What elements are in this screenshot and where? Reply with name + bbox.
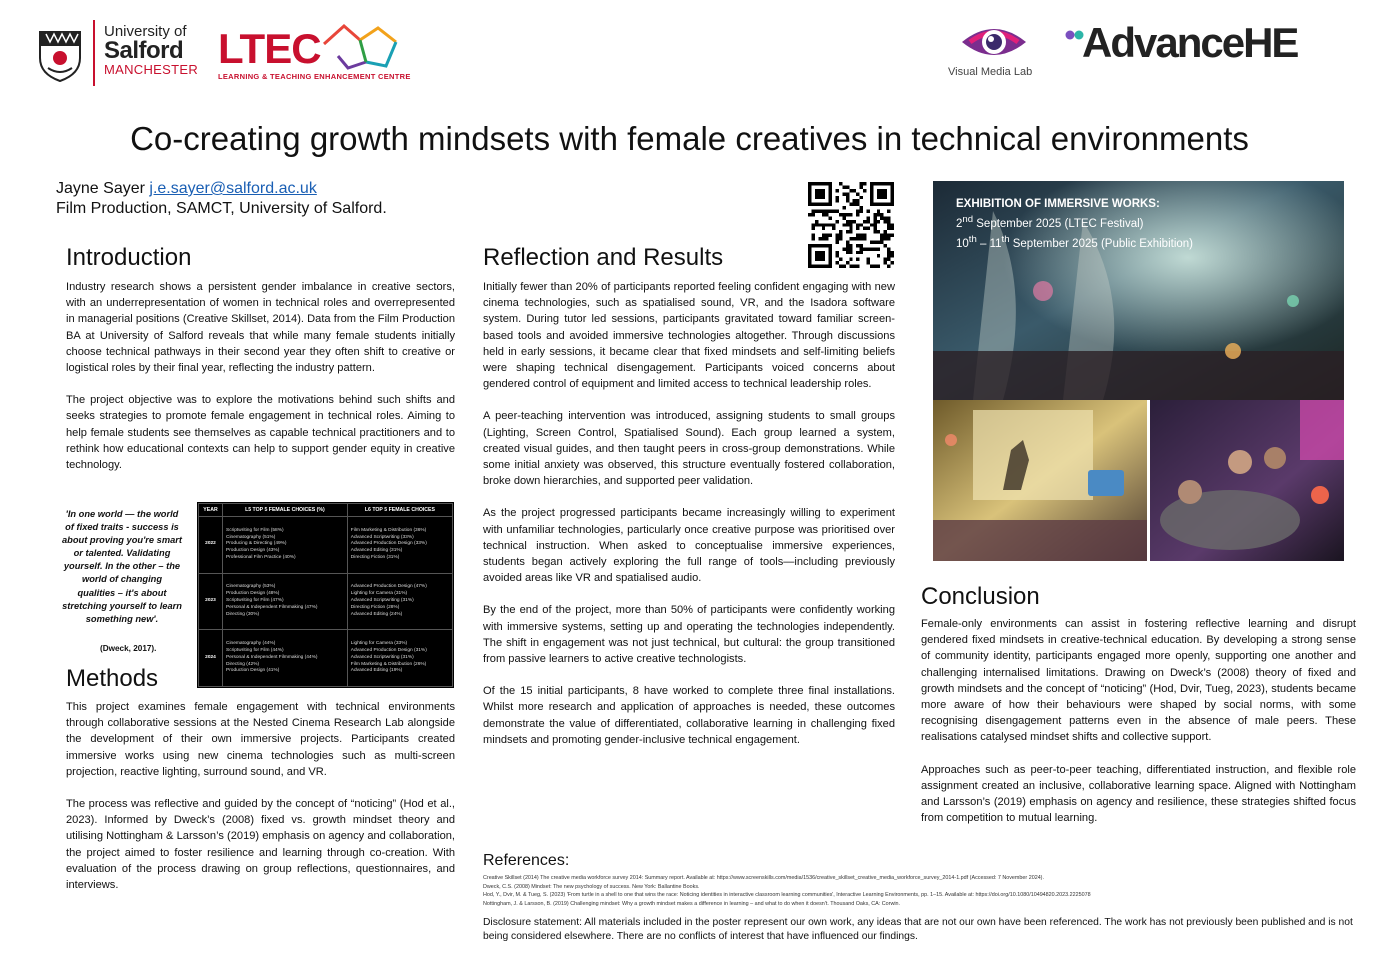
visual-media-lab-eye-icon <box>960 20 1028 64</box>
reflection-heading: Reflection and Results <box>483 244 724 271</box>
table-cell-line: Directing Fiction (28%) <box>350 604 400 610</box>
exhibition-date-2 <box>956 232 1193 252</box>
table-cell-line: Advanced Production Design (47%) <box>350 584 427 590</box>
table-cell-line: Advanced Scriptwriting (31%) <box>350 654 414 660</box>
table-cell <box>223 517 348 574</box>
table-cell <box>223 630 348 687</box>
author-name: Jayne Sayer <box>56 180 150 197</box>
table-header-cell: L5 TOP 5 FEMALE CHOICES (%) <box>223 504 348 517</box>
table-cell-line: Producing & Directing (49%) <box>226 541 287 547</box>
introduction-heading: Introduction <box>66 244 192 271</box>
table-cell-line: Advanced Editing (24%) <box>350 611 403 617</box>
table-cell <box>347 630 452 687</box>
introduction-paragraph-2: The project objective was to explore the motivations behind such shifts and seeks strategies to promote female engagement in technical roles. Aiming to help female students see themselves as capable technical practitioners and to rethink how educational contexts can help to support gender equity in creative technology. <box>66 394 455 472</box>
reference-item: Dweck, C.S. (2008) Mindset: The new psychology of success. New York: Ballantine Books. <box>483 883 700 890</box>
advance-he-logo-text: AdvanceHE <box>1082 19 1298 66</box>
table-cell-line: Lighting for Camera (33%) <box>350 641 408 647</box>
table-header-cell: L6 TOP 5 FEMALE CHOICES <box>347 504 452 517</box>
table-year-cell: 2023 <box>199 573 223 630</box>
reflection-paragraph-5: Of the 15 initial participants, 8 have worked to complete three final installations. Whilst more research and application of approaches is needed, these outcomes demonstrate the value of differentiated, collaborative learning in challenging fixed mindsets and promoting gender-inclusive technical engagement. <box>483 685 895 746</box>
table-row <box>199 517 453 574</box>
uni-line2: Salford <box>104 37 184 64</box>
table-cell-line: Film Marketing & Distribution (36%) <box>350 527 427 533</box>
reflection-paragraph-2: A peer-teaching intervention was introduced, assigning students to small groups (Lighting, Screen Control, Spatialised Sound). Each group learned a system, created visual guides, and then taught peers in cross-group demonstrations. While some initial anxiety was observed, this structure eventually fostered collaboration, broke down hierarchies, and supported peer validation. <box>483 410 895 488</box>
ltec-subtitle: LEARNING & TEACHING ENHANCEMENT CENTRE <box>218 72 411 81</box>
reflection-body <box>483 279 895 764</box>
conclusion-heading: Conclusion <box>921 583 1040 610</box>
quote-citation: (Dweck, 2017). <box>100 644 157 653</box>
author-block <box>56 179 387 219</box>
disclosure-statement: Disclosure statement: All materials included in the poster represent our own work, any ideas that are not our own have been referenced. The work has not previously been published and is not being considered elsewhere. There are no conflicts of interest that have influenced our findings. <box>483 917 1353 942</box>
table-year-cell: 2022 <box>199 517 223 574</box>
reference-item: Nottingham, J. & Larsson, B. (2019) Challenging mindset: Why a growth mindset makes a difference in learning – and what to do when it doesn't. Thousand Oaks, CA: Corwin. <box>483 900 901 907</box>
ltec-book-icon <box>308 22 400 74</box>
date-detail: September 2025 (LTEC Festival) <box>973 217 1144 230</box>
table-cell-line: Personal & Independent Filmmaking (44%) <box>226 654 318 660</box>
table-cell-line: Personal & Independent Filmmaking (47%) <box>226 604 318 610</box>
conclusion-paragraph-1: Female-only environments can assist in fostering reflective learning and disrupt gendered fixed mindsets in creative-technical education. By developing a strong sense of community identity, participants engaged more openly, supporting one another and challenging internalised limitations. Drawing on Dweck’s (2008) theory of fixed and growth mindsets and the concept of “noticing” (Hod, Dvir, Tueg, 2023), students became more aware of how their behaviours were shaped by social norms, with some recognising disengagement patterns even in the absence of male peers. These realisations catalysed mindset shifts and collective support. <box>921 618 1356 744</box>
date-day: 2 <box>956 217 963 230</box>
reflection-paragraph-4: By the end of the project, more than 50% of participants were confidently working with immersive systems, setting up and operating the technologies independently. The shift in engagement was not just technical, but cultural: the group transitioned from passive learners to active creative technologists. <box>483 604 895 666</box>
table-cell-line: Lighting for Camera (31%) <box>350 591 408 597</box>
exhibition-overlay <box>956 196 1193 252</box>
dweck-quote: 'In one world — the world of fixed traits - success is about proving you're smart or talented. Validating yourself. In the other – the world of changing qualities – it's about stretching yourself to learn something new'. <box>62 509 182 624</box>
reference-item: Creative Skillset (2014) The creative media workforce survey 2014: Summary report. Available at: https://www.screenskills.com/media/1536/creative_skillset_creative_media_workforce_survey_2014-1.pdf (Accessed: 7 November 2024). <box>483 875 1044 881</box>
table-cell-line: Film Marketing & Distribution (26%) <box>350 661 427 667</box>
table-header-cell: YEAR <box>199 504 223 517</box>
table-cell-line: Scriptwriting for Film (47%) <box>226 598 284 604</box>
date-day: 10 <box>956 237 969 250</box>
table-row <box>199 630 453 687</box>
table-cell-line: Cinematography (44%) <box>226 641 276 647</box>
table-cell-line: Scriptwriting for Film (58%) <box>226 527 284 533</box>
table-row <box>199 573 453 630</box>
methods-paragraph-2: The process was reflective and guided by the concept of “noticing” (Hod et al., 2023). Informed by Dweck’s (2008) fixed vs. growth mindset theory and utilising Nottingham & Larsson’s (2019) emphasis on agency and collaboration, the project aimed to foster resilience and learning through co-creation. With evaluation of the process drawing on group reflections, questionnaires, and interviews. <box>66 798 455 892</box>
table-cell-line: Production Design (43%) <box>226 548 280 554</box>
methods-heading: Methods <box>66 665 159 692</box>
date-suffix: nd <box>962 214 974 225</box>
table-cell <box>223 573 348 630</box>
introduction-paragraph-1: Industry research shows a persistent gender imbalance in creative sectors, with an underrepresentation of women in technical roles and overrepresented in managerial positions (Creative Skillset, 2014). Data from the Film Production BA at University of Salford reveals that while many female students initially choose technical pathways in their second year they often shift to creative or logistical roles by their final year, reflecting the industry pattern. <box>66 281 455 375</box>
table-cell-line: Advanced Editing (31%) <box>350 548 403 554</box>
poster-title: Co-creating growth mindsets with female creatives in technical environments <box>130 120 1249 157</box>
female-choices-table <box>197 502 454 688</box>
table-year-cell: 2024 <box>199 630 223 687</box>
table-cell-line: Advanced Production Design (31%) <box>350 647 427 653</box>
author-email-link[interactable]: j.e.sayer@salford.ac.uk <box>149 180 317 197</box>
table-cell-line: Cinematography (53%) <box>226 584 276 590</box>
table-cell <box>347 573 452 630</box>
date-suffix: th <box>968 233 977 245</box>
university-wordmark <box>104 23 199 77</box>
conclusion-body <box>921 616 1356 842</box>
shadow-puppet-installation-photo <box>933 400 1147 561</box>
ltec-logo-text: LTEC <box>218 25 321 72</box>
table-cell-line: Directing (30%) <box>226 611 260 617</box>
table-cell-line: Advanced Scriptwriting (31%) <box>350 598 414 604</box>
date-detail: September 2025 (Public Exhibition) <box>1009 237 1193 250</box>
uni-line1: University of <box>104 23 187 40</box>
table-cell-line: Directing Fiction (31%) <box>350 555 400 561</box>
table-cell-line: Production Design (41%) <box>226 668 280 674</box>
date-suffix: th <box>1001 233 1010 245</box>
table-cell-line: Advanced Editing (19%) <box>350 668 403 674</box>
table-cell-line: Directing (42%) <box>226 661 260 667</box>
methods-body <box>66 699 455 909</box>
visual-media-lab-text: Visual Media Lab <box>948 66 1033 78</box>
author-affiliation: Film Production, SAMCT, University of Salford. <box>56 200 387 217</box>
introduction-body <box>66 279 455 489</box>
table-cell <box>347 517 452 574</box>
date-day: – 11 <box>976 237 1002 250</box>
exhibition-date-1 <box>956 212 1193 232</box>
qr-code[interactable] <box>807 182 895 268</box>
uni-line3: MANCHESTER <box>104 62 199 77</box>
references-heading: References: <box>483 852 570 869</box>
table-cell-line: Scriptwriting for Film (44%) <box>226 647 284 653</box>
table-cell-line: Production Design (48%) <box>226 591 280 597</box>
table-cell-line: Professional Film Practice (40%) <box>226 555 296 561</box>
table-header-row <box>199 504 453 517</box>
reference-item: Hod, Y., Dvir, M. & Tueg, S. (2023) 'From turtle in a shell to one that wins the race: Noticing identities in interactive classroom learning communities', Interactive Learning Environments, pp. 1–15. Available at: https://doi.org/10.1080/10494820.2023.2225078 <box>483 892 1091 899</box>
methods-paragraph-1: This project examines female engagement with technical environments through collaborative sessions at the Nested Cinema Research Lab alongside the development of their own immersive projects. Participants created immersive works using new cinema technologies such as multi-screen projection, reactive lighting, surround sound, and VR. <box>66 701 455 778</box>
table-cell-line: Advanced Production Design (33%) <box>350 541 427 547</box>
exhibition-title: EXHIBITION OF IMMERSIVE WORKS: <box>956 198 1160 210</box>
table-cell-line: Advanced Scriptwriting (33%) <box>350 534 414 540</box>
conclusion-paragraph-2: Approaches such as peer-to-peer teaching, differentiated instruction, and flexible role assignment created an inclusive, collaborative learning space. Aligned with Nottingham and Larsson’s (2019) emphasis on agency and resilience, these strategies shifted focus from competition to mutual learning. <box>921 763 1356 825</box>
table-cell-line: Cinematography (51%) <box>226 534 276 540</box>
logo-divider <box>93 20 95 86</box>
reflection-paragraph-3: As the project progressed participants became increasingly willing to experiment with unfamiliar technologies, particularly once creative purpose was prioritised over technical instruction. When asked to conceptualise immersive experiences, students began actively exploring the full range of tools—including previously avoided areas like VR and spatialised audio. <box>483 507 895 585</box>
reflection-paragraph-1: Initially fewer than 20% of participants reported feeling confident engaging with new cinema technologies, such as spatialised sound, VR, and the Isadora software system. During tutor led sessions, participants gravitated toward familiar screen-based tools and avoided immersive technologies altogether. Through discussions held in early sessions, it became clear that fixed mindsets and self-limiting beliefs were shaping technical disengagement. Participants voiced concerns about gendered control of equipment and limited access to technical leadership roles. <box>483 281 895 391</box>
author-line <box>56 179 387 199</box>
participants-on-sofa-photo <box>1150 400 1344 561</box>
university-crest-logo <box>38 28 82 82</box>
references-list <box>483 874 1353 908</box>
